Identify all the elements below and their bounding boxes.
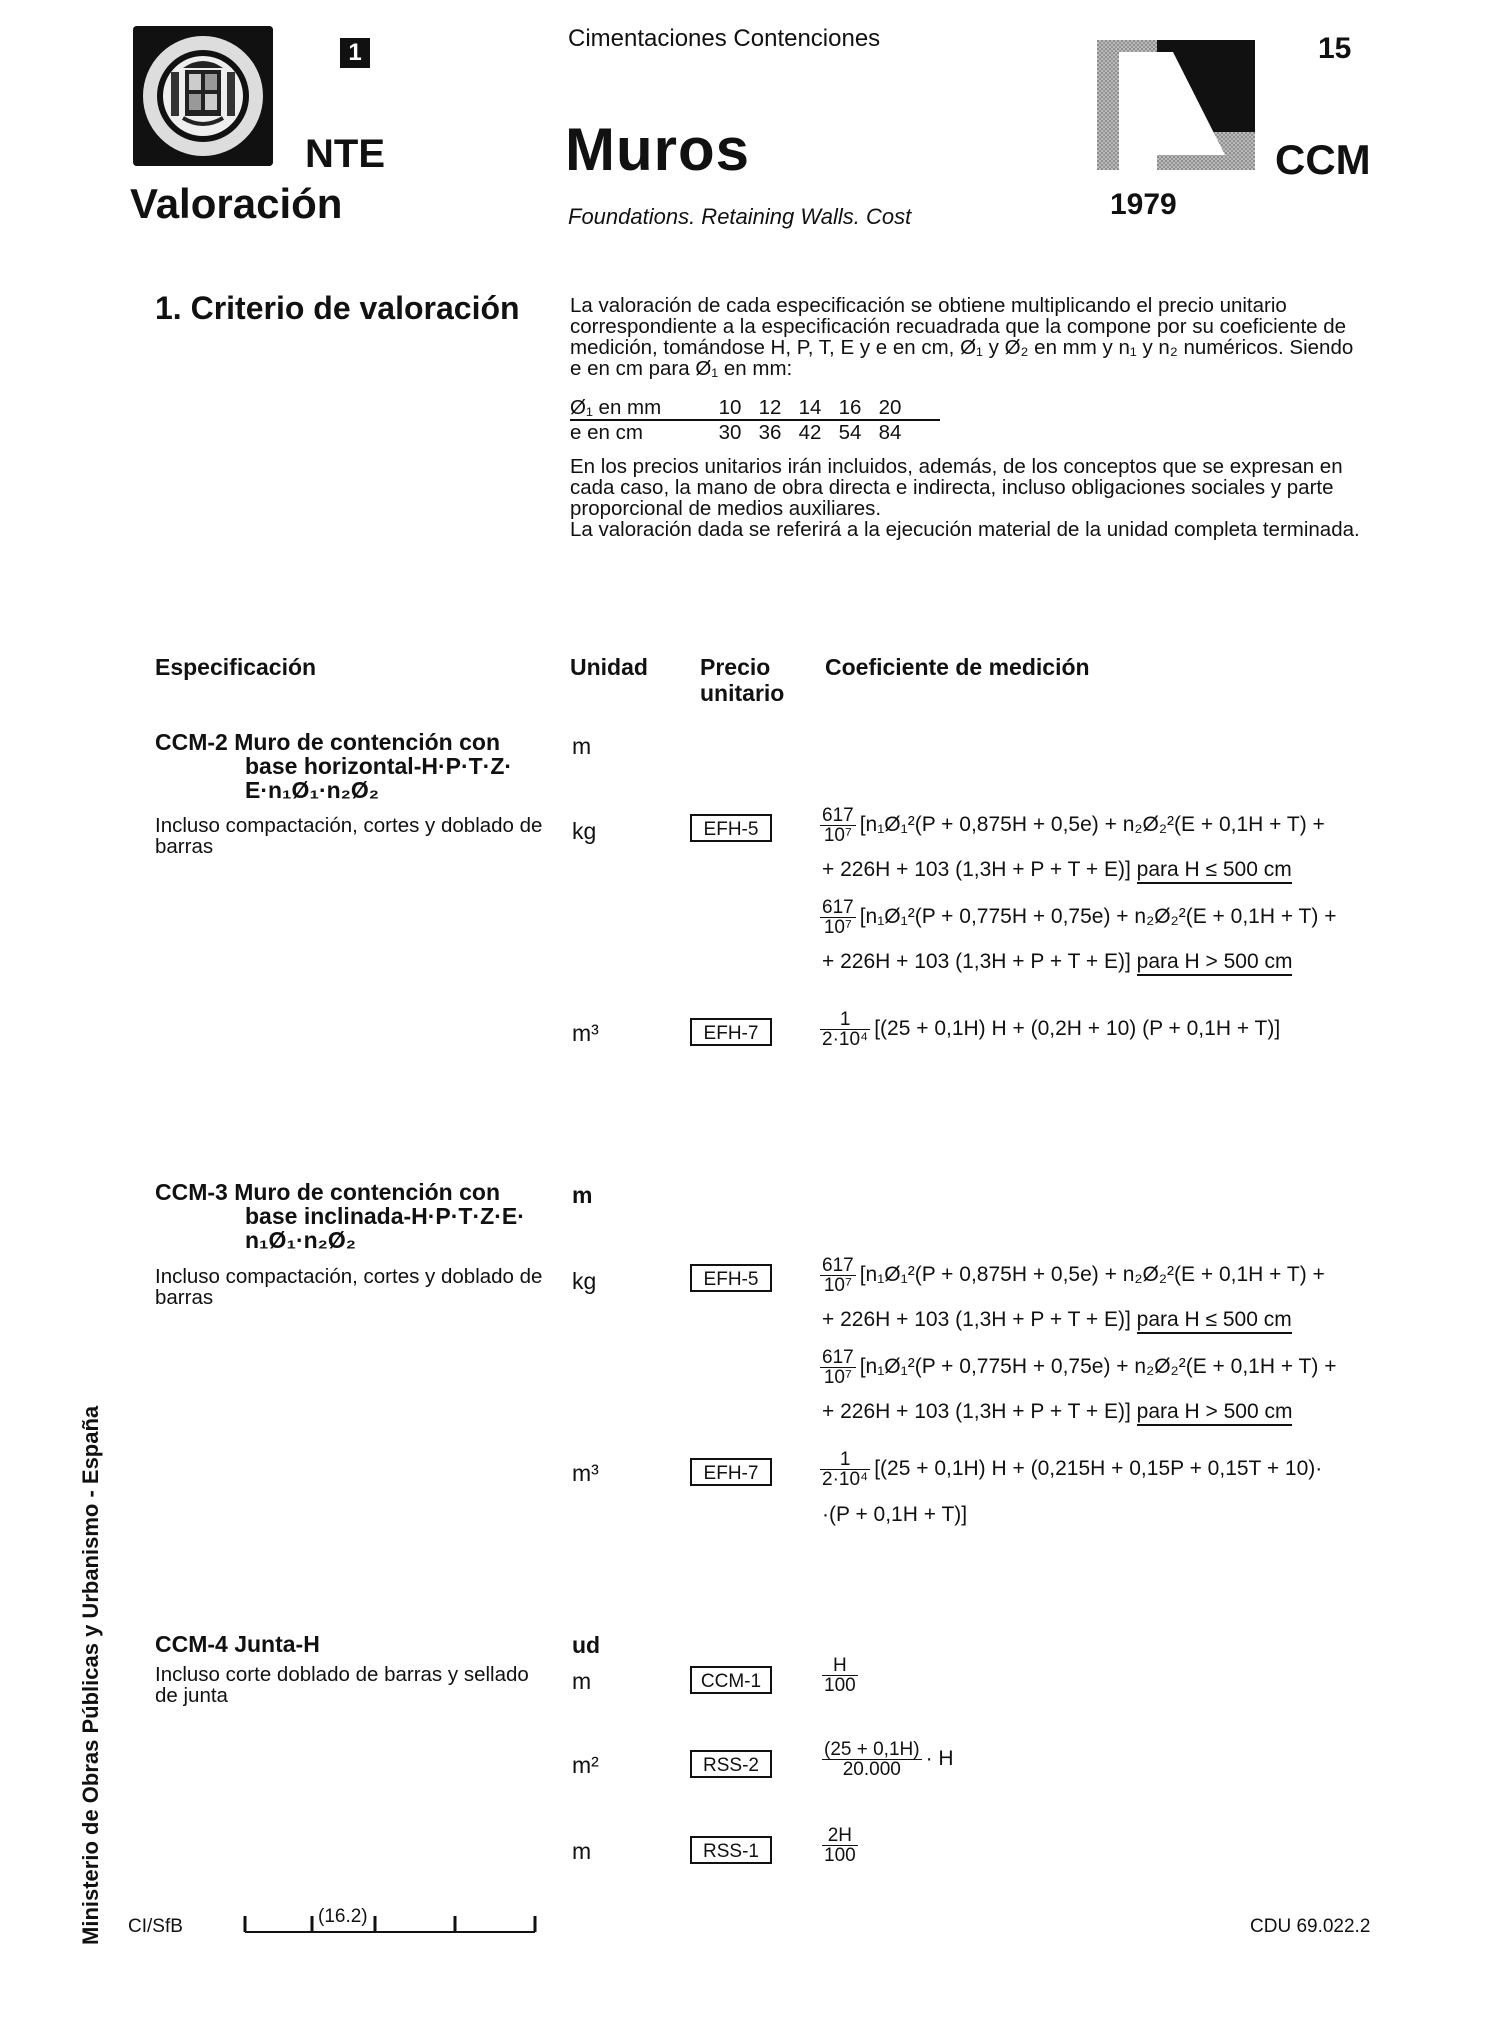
fraction: [820, 1450, 870, 1489]
fraction-denominator: 2·10⁴: [822, 1029, 869, 1050]
price-reference-box: EFH-7: [690, 1018, 772, 1046]
price-reference-box: EFH-7: [690, 1458, 772, 1486]
spec-title-line: base inclinada-H·P·T·Z·E·: [245, 1203, 525, 1229]
unit-label: m: [572, 1838, 592, 1864]
series-label: NTE: [305, 132, 385, 176]
fraction: [820, 898, 856, 937]
coefficient-formula: [822, 857, 1292, 883]
unit-label: m³: [572, 1460, 599, 1486]
table-label: e en cm: [570, 421, 643, 444]
formula-text: ·(P + 0,1H + T)]: [822, 1503, 968, 1526]
fraction-denominator: 100: [824, 1675, 856, 1696]
coefficient-formula: [822, 1399, 1292, 1425]
price-reference-box: EFH-5: [690, 814, 772, 842]
formula-condition: para H > 500 cm: [1137, 1400, 1293, 1426]
price-reference-box: RSS-1: [690, 1836, 772, 1864]
price-reference-box: CCM-1: [690, 1666, 772, 1694]
fraction-numerator: 1: [820, 1450, 870, 1470]
unit-label: kg: [572, 818, 597, 844]
table-cell: 14: [798, 396, 822, 419]
spec-title-ccm2: [155, 730, 565, 802]
fraction: [820, 1256, 856, 1295]
fraction-numerator: 617: [822, 805, 854, 826]
ruler-label: (16.2): [318, 1906, 368, 1927]
table-cell: 16: [838, 396, 862, 419]
table-row-diameter: [570, 396, 940, 421]
side-ministry-text: Ministerio de Obras Públicas y Urbanismo - España: [78, 1405, 103, 1945]
fraction-numerator: 1: [820, 1010, 870, 1030]
formula-text: [(25 + 0,1H) H + (0,215H + 0,15P + 0,15T + 10)·: [874, 1457, 1323, 1481]
table-cell: 54: [838, 421, 862, 444]
unit-label: kg: [572, 1268, 597, 1294]
coefficient-formula: [822, 1656, 862, 1695]
topic-label: Cimentaciones Contenciones: [568, 25, 881, 52]
spec-description: Incluso compactación, cortes y doblado de barras: [155, 814, 543, 858]
fraction-denominator: 20.000: [842, 1759, 901, 1780]
formula-text: + 226H + 103 (1,3H + P + T + E)]: [822, 950, 1131, 973]
coefficient-formula: [820, 1450, 1322, 1489]
spec-title-line: n₁Ø₁·n₂Ø₂: [245, 1227, 357, 1253]
formula-text: + 226H + 103 (1,3H + P + T + E)]: [822, 858, 1131, 881]
formula-text: [n₁Ø₁²(P + 0,875H + 0,5e) + n₂Ø₂²(E + 0,1H + T) +: [859, 813, 1325, 837]
table-cell: 10: [718, 396, 742, 419]
document-year: 1979: [1110, 188, 1177, 221]
fraction-numerator: 617: [822, 897, 854, 918]
table-cell: 20: [878, 396, 902, 419]
formula-text: [(25 + 0,1H) H + (0,2H + 10) (P + 0,1H + T)]: [874, 1017, 1281, 1041]
paragraph-text: En los precios unitarios irán incluidos, además, de los conceptos que se expresan en cada caso, la mano de obra directa e indirecta, incluso obligaciones sociales y parte proporcional de medios auxiliares.: [570, 455, 1343, 520]
table-cell: 36: [758, 421, 782, 444]
spec-title-ccm3: [155, 1180, 565, 1252]
volume-badge: 1: [340, 38, 370, 68]
section-label: Valoración: [130, 180, 343, 227]
unit-label: m²: [572, 1752, 599, 1778]
table-row-spacing: [570, 421, 940, 444]
unit-label: m: [572, 733, 592, 759]
criterion-paragraph-1: [570, 295, 1360, 379]
formula-text: [n₁Ø₁²(P + 0,875H + 0,5e) + n₂Ø₂²(E + 0,1H + T) +: [859, 1263, 1325, 1287]
price-reference-box: EFH-5: [690, 1264, 772, 1292]
page-number: 15: [1318, 32, 1352, 65]
header-line: unitario: [700, 680, 785, 706]
fraction: [822, 1656, 858, 1695]
spec-title-line: E·n₁Ø₁·n₂Ø₂: [245, 777, 380, 803]
spec-title-line: CCM-2 Muro de contención con: [155, 729, 500, 755]
spec-description: Incluso compactación, cortes y doblado de barras: [155, 1265, 543, 1309]
english-subtitle: Foundations. Retaining Walls. Cost: [568, 204, 912, 229]
ministry-seal-logo: [133, 26, 273, 166]
fraction-denominator: 100: [824, 1845, 856, 1866]
retaining-wall-icon: [1097, 40, 1255, 170]
header-line: Precio: [700, 654, 771, 680]
paragraph-text: La valoración de cada especificación se obtiene multiplicando el precio unitario correspondiente a la especificación recuadrada que la compone por su coeficiente de medición, tomándose H, P, T, E y e en cm, Ø₁ y Ø₂ en mm y n₁ y n₂ numéricos. Siendo e en cm para Ø₁ en mm:: [570, 294, 1354, 380]
document-code: CCM: [1275, 136, 1371, 183]
coefficient-formula: [820, 1010, 1280, 1049]
formula-text: + 226H + 103 (1,3H + P + T + E)]: [822, 1400, 1131, 1423]
diameter-spacing-table: [570, 396, 940, 444]
column-header-spec: Especificación: [155, 654, 317, 680]
formula-condition: para H ≤ 500 cm: [1137, 1308, 1292, 1334]
fraction: [820, 1010, 870, 1049]
spec-title-line: base horizontal-H·P·T·Z·: [245, 753, 513, 779]
coefficient-formula: [822, 1307, 1292, 1333]
formula-condition: para H ≤ 500 cm: [1137, 858, 1292, 884]
classification-ruler: [240, 1906, 540, 1936]
fraction-denominator: 10⁷: [823, 825, 852, 846]
fraction-numerator: 617: [822, 1347, 854, 1368]
unit-label: m³: [572, 1020, 599, 1046]
spec-title-ccm4: CCM-4 Junta-H: [155, 1631, 320, 1657]
formula-text: · H: [925, 1747, 954, 1771]
spec-description: Incluso corte doblado de barras y sellado de junta: [155, 1663, 529, 1707]
spec-title-line: CCM-3 Muro de contención con: [155, 1179, 500, 1205]
fraction-denominator: 2·10⁴: [822, 1469, 869, 1490]
unit-label: m: [572, 1182, 593, 1208]
criterion-paragraph-2: [570, 456, 1360, 540]
column-header-unit: Unidad: [570, 654, 648, 680]
coefficient-formula: [820, 1256, 1325, 1295]
fraction-numerator: (25 + 0,1H): [824, 1739, 920, 1760]
unit-label: ud: [572, 1632, 601, 1658]
formula-condition: para H > 500 cm: [1137, 950, 1293, 976]
page-title: Muros: [565, 116, 750, 183]
fraction: [822, 1826, 858, 1865]
fraction: [820, 806, 856, 845]
table-cell: 42: [798, 421, 822, 444]
column-header-price: [700, 654, 784, 706]
coefficient-formula: [822, 1826, 862, 1865]
fraction-denominator: 10⁷: [823, 1275, 852, 1296]
fraction-denominator: 10⁷: [823, 1367, 852, 1388]
column-header-coef: Coeficiente de medición: [825, 654, 1090, 680]
formula-text: [n₁Ø₁²(P + 0,775H + 0,75e) + n₂Ø₂²(E + 0,1H + T) +: [859, 905, 1337, 929]
coefficient-formula: [822, 1502, 967, 1528]
coefficient-formula: [822, 1740, 954, 1779]
formula-text: + 226H + 103 (1,3H + P + T + E)]: [822, 1308, 1131, 1331]
table-cell: 12: [758, 396, 782, 419]
paragraph-text: La valoración dada se referirá a la ejecución material de la unidad completa terminada.: [570, 518, 1360, 541]
fraction: [822, 1740, 922, 1779]
coefficient-formula: [820, 1348, 1336, 1387]
formula-text: [n₁Ø₁²(P + 0,775H + 0,75e) + n₂Ø₂²(E + 0,1H + T) +: [859, 1355, 1337, 1379]
coefficient-formula: [822, 949, 1292, 975]
fraction-denominator: 10⁷: [823, 917, 852, 938]
cdu-code: CDU 69.022.2: [1250, 1916, 1371, 1937]
fraction-numerator: 2H: [822, 1826, 858, 1846]
table-label: Ø₁ en mm: [570, 396, 662, 419]
fraction: [820, 1348, 856, 1387]
classification-label: CI/SfB: [128, 1916, 183, 1937]
section-heading: 1. Criterio de valoración: [155, 290, 520, 326]
coefficient-formula: [820, 806, 1325, 845]
price-reference-box: RSS-2: [690, 1750, 772, 1778]
fraction-numerator: 617: [822, 1255, 854, 1276]
table-cell: 84: [878, 421, 902, 444]
coefficient-formula: [820, 898, 1336, 937]
fraction-numerator: H: [822, 1656, 858, 1676]
unit-label: m: [572, 1668, 592, 1694]
table-cell: 30: [718, 421, 742, 444]
